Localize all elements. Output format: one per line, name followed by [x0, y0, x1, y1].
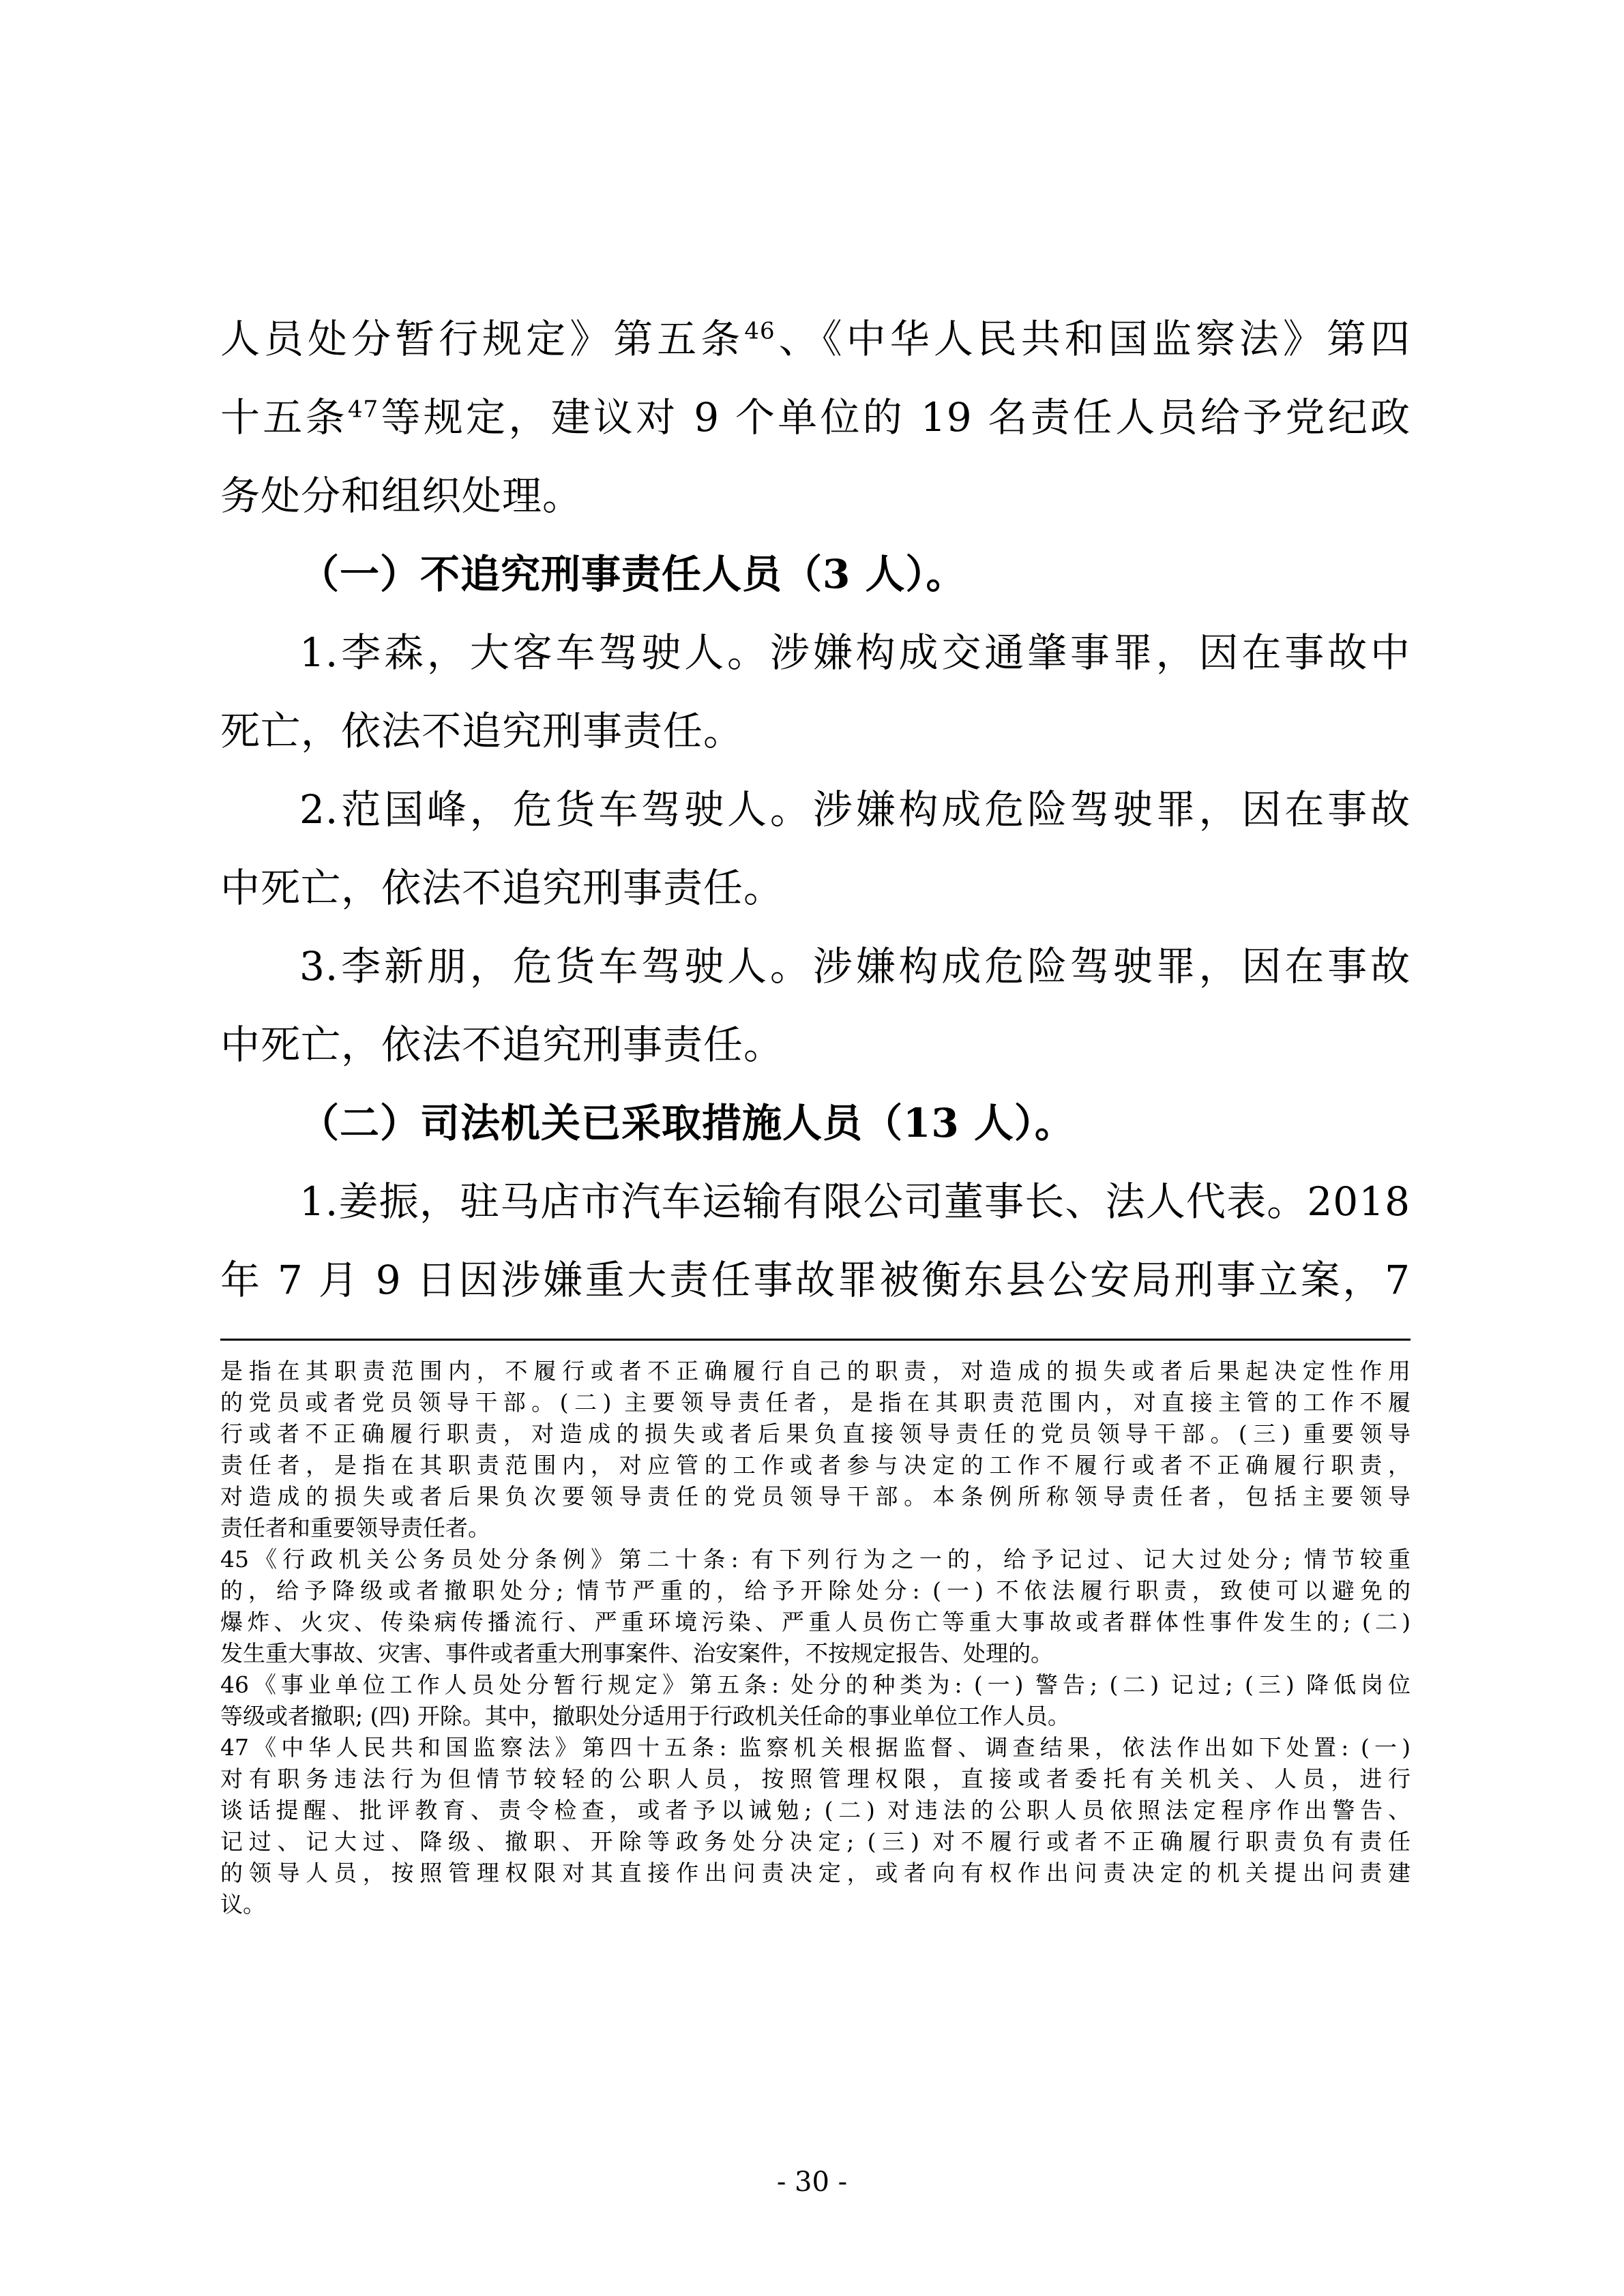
footnote-ref-46[interactable]: 46 [744, 317, 776, 345]
footnote-line: 责任者和重要领导责任者。 [220, 1515, 490, 1541]
footnote-45-line: 发生重大事故、灾害、事件或者重大刑事案件、治安案件，不按规定报告、处理的。 [220, 1640, 1053, 1667]
footnote-46-line: 46《事业单位工作人员处分暂行规定》第五条: 处分的种类为: (一) 警告; (二) 记过; (三) 降低岗位 [220, 1671, 1411, 1698]
footnote-ref-47[interactable]: 47 [347, 396, 379, 423]
section-heading-1: （一）不追究刑事责任人员（3 人）。 [299, 551, 966, 597]
body-line [220, 378, 1411, 457]
item-line: 2.范国峰，危货车驾驶人。涉嫌构成危险驾驶罪，因在事故 [299, 786, 1411, 833]
footnote-47-line: 记过、记大过、降级、撤职、开除等政务处分决定; (三) 对不履行或者不正确履行职责负有责任 [220, 1828, 1411, 1855]
footnote-46-line: 等级或者撤职; (四) 开除。其中，撤职处分适用于行政机关任命的事业单位工作人员。 [220, 1703, 1070, 1729]
footnote-line: 的党员或者党员领导干部。(二) 主要领导责任者，是指在其职责范围内，对直接主管的工作不履 [220, 1389, 1411, 1416]
item-line: 中死亡，依法不追究刑事责任。 [220, 1022, 784, 1068]
footnote-45-line: 45《行政机关公务员处分条例》第二十条: 有下列行为之一的，给予记过、记大过处分; 情节较重 [220, 1546, 1411, 1572]
page-number: - 30 - [776, 2166, 848, 2198]
footnote-47-line: 议。 [220, 1891, 265, 1918]
footnote-line: 责任者，是指在其职责范围内，对应管的工作或者参与决定的工作不履行或者不正确履行职责， [220, 1452, 1411, 1478]
item-line: 年 7 月 9 日因涉嫌重大责任事故罪被衡东县公安局刑事立案，7 [220, 1257, 1411, 1303]
body-text [220, 300, 1411, 1320]
body-line: 务处分和组织处理。 [220, 473, 583, 519]
footnote-45-line: 爆炸、火灾、传染病传播流行、严重环境污染、严重人员伤亡等重大事故或者群体性事件发生的; (二) [220, 1609, 1411, 1635]
item-line: 中死亡，依法不追究刑事责任。 [220, 865, 784, 911]
footnote-line: 是指在其职责范围内，不履行或者不正确履行自己的职责，对造成的损失或者后果起决定性作用 [220, 1358, 1411, 1384]
footnote-47-line: 对有职务违法行为但情节较轻的公职人员，按照管理权限，直接或者委托有关机关、人员，进行 [220, 1765, 1411, 1792]
footnote-line: 对造成的损失或者后果负次要领导责任的党员领导干部。本条例所称领导责任者，包括主要领导 [220, 1483, 1411, 1510]
footnote-47-line: 47《中华人民共和国监察法》第四十五条: 监察机关根据监督、调查结果，依法作出如下处置: (一) [220, 1734, 1411, 1761]
section-heading-2: （二）司法机关已采取措施人员（13 人）。 [299, 1100, 1075, 1146]
item-line: 死亡，依法不追究刑事责任。 [220, 708, 744, 754]
item-line: 1.李森，大客车驾驶人。涉嫌构成交通肇事罪，因在事故中 [299, 629, 1411, 676]
body-text-fragment: 人员处分暂行规定》第五条 [220, 316, 745, 362]
footnote-47-line: 的领导人员，按照管理权限对其直接作出问责决定，或者向有权作出问责决定的机关提出问责建 [220, 1860, 1411, 1886]
body-text-fragment: 等规定，建议对 9 个单位的 19 名责任人员给予党纪政 [379, 394, 1411, 441]
footnote-47-line: 谈话提醒、批评教育、责令检查，或者予以诫勉; (二) 对违法的公职人员依照法定程序作出警告、 [220, 1797, 1411, 1823]
footnotes [220, 1356, 1411, 1920]
body-text-fragment: 十五条 [220, 394, 348, 441]
body-text-fragment: 、《中华人民共和国监察法》第四 [775, 316, 1411, 362]
item-line: 1.姜振，驻马店市汽车运输有限公司董事长、法人代表。2018 [299, 1178, 1411, 1225]
body-line [220, 300, 1411, 378]
item-line: 3.李新朋，危货车驾驶人。涉嫌构成危险驾驶罪，因在事故 [299, 943, 1411, 989]
footnote-line: 行或者不正确履行职责，对造成的损失或者后果负直接领导责任的党员领导干部。(三) 重要领导 [220, 1420, 1411, 1447]
footnote-45-line: 的，给予降级或者撤职处分; 情节严重的，给予开除处分: (一) 不依法履行职责，致使可以避免的 [220, 1577, 1411, 1604]
footnote-divider [220, 1339, 1411, 1341]
